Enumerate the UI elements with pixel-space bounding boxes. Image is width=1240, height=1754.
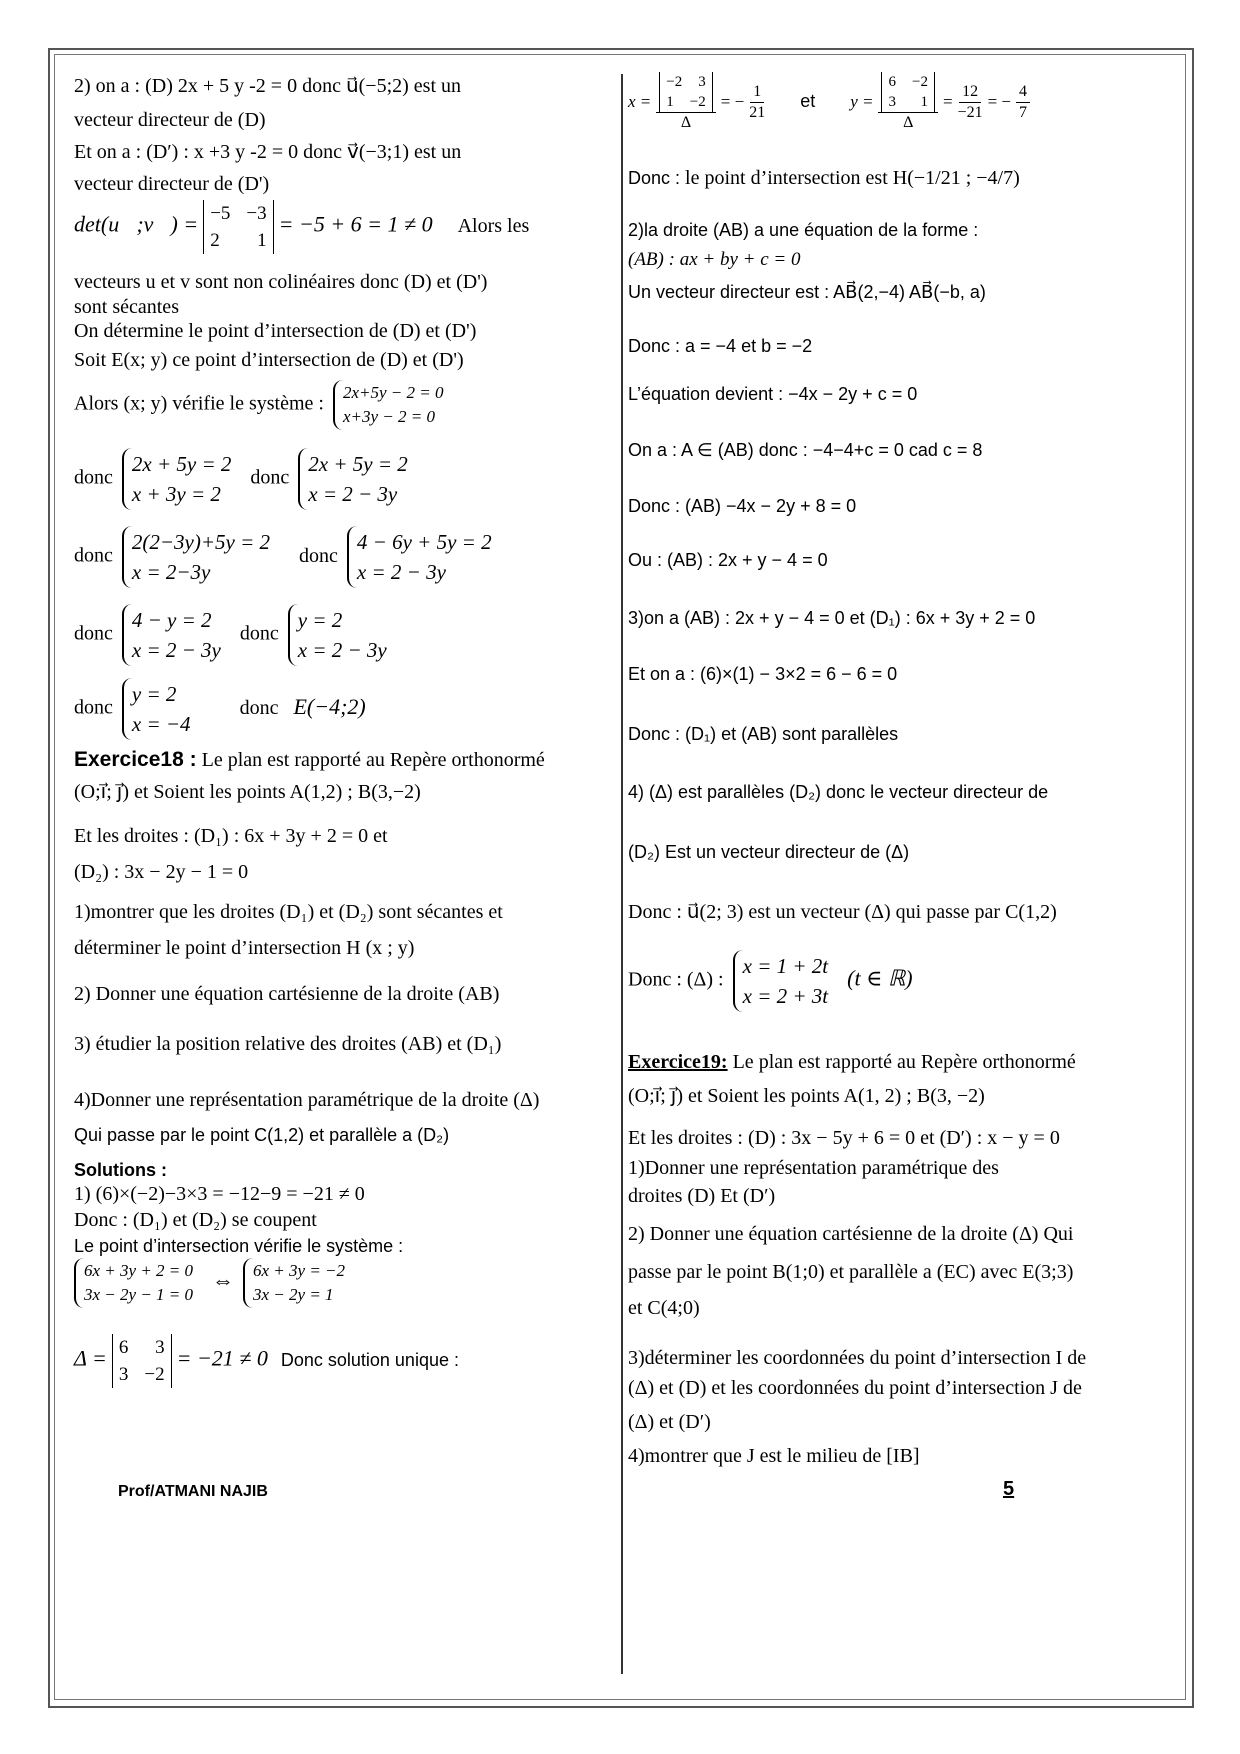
- ex19-question-3a: 3)déterminer les coordonnées du point d’intersection I de: [628, 1347, 1087, 1369]
- ex18-question-1a: 1)montrer que les droites (D₁) et (D₂) sont sécantes et: [74, 901, 503, 923]
- system-row-3: donc 4 − y = 2 x = 2 − 3y donc y = 2 x = 2 − 3y: [74, 604, 401, 666]
- ex19-question-2a: 2) Donner une équation cartésienne de la droite (Δ) Qui: [628, 1223, 1074, 1245]
- exercise-18-title: Exercice18 :: [74, 748, 197, 771]
- solution-line-1: 1) (6)×(−2)−3×3 = −12−9 = −21 ≠ 0: [74, 1183, 365, 1205]
- column-divider: [621, 74, 623, 1674]
- solution-line-2: Donc : (D₁) et (D₂) se coupent: [74, 1209, 317, 1231]
- ex18-question-4a: 4)Donner une représentation paramétrique de la droite (Δ): [74, 1089, 540, 1111]
- ex19-question-2c: et C(4;0): [628, 1297, 700, 1319]
- y-cramer: 6 −2 3 1 Δ: [878, 72, 937, 133]
- system-2a: 2(2−3y)+5y = 2 x = 2−3y: [122, 526, 274, 588]
- q3-relative-position: 3)on a (AB) : 2x + y − 4 = 0 et (D₁) : 6x + 3y + 2 = 0: [628, 608, 1036, 628]
- system-row-2: donc 2(2−3y)+5y = 2 x = 2−3y donc 4 − 6y + 5y = 2 x = 2 − 3y: [74, 526, 506, 588]
- system-1a: 2x + 5y = 2 x + 3y = 2: [122, 448, 235, 510]
- delta-matrix: 6 3 3 −2: [112, 1334, 172, 1388]
- line-dprime-equation: Et on a : (D′) : x +3 y -2 = 0 donc v⃗(−3;1) est un: [74, 141, 462, 163]
- q4-direction: (D₂) Est un vecteur directeur de (Δ): [628, 842, 910, 862]
- ex19-droites: Et les droites : (D) : 3x − 5y + 6 = 0 et (D′) : x − y = 0: [628, 1127, 1060, 1149]
- line-soit-E: Soit E(x; y) ce point d’intersection de (D) et (D'): [74, 349, 464, 371]
- line-d-equation: 2) on a : (D) 2x + 5 y -2 = 0 donc u⃗(−5;2) est un: [74, 75, 462, 97]
- ab-a-b-values: Donc : a = −4 et b = −2: [628, 336, 813, 356]
- exercise-19-title-line: Exercice19: Le plan est rapporté au Repère orthonormé: [628, 1051, 1076, 1073]
- ex18-question-4b: Qui passe par le point C(1,2) et parallèle a (D₂): [74, 1125, 450, 1145]
- ex19-question-2b: passe par le point B(1;0) et parallèle a (EC) avec E(3;3): [628, 1261, 1074, 1283]
- footer-author: Prof/ATMANI NAJIB: [118, 1483, 268, 1500]
- point-E: E(−4;2): [293, 693, 366, 719]
- solution-line-3: Le point d’intersection vérifie le système :: [74, 1236, 404, 1256]
- line-d-direction: vecteur directeur de (D): [74, 109, 266, 131]
- cramer-line: x = −2 3 1 −2 Δ = − $\frac{1}{21}$ et y = 6 −2 3 1 Δ = $\frac{12}{-21}$ = − $\frac{4}{7}$: [628, 72, 1030, 133]
- det-uv-result: = −5 + 6 = 1 ≠ 0: [278, 211, 433, 237]
- q3-conclusion: Donc : (D₁) et (AB) sont parallèles: [628, 724, 899, 744]
- ex19-points: (O;i⃗; j⃗) et Soient les points A(1, 2) ; B(3, −2): [628, 1085, 985, 1107]
- det-uv-label: det(u⃗;v⃗) =: [74, 211, 199, 237]
- system-delta: x = 1 + 2t x = 2 + 3t: [733, 950, 833, 1012]
- ex18-question-3: 3) étudier la position relative des droites (AB) et (D₁): [74, 1033, 502, 1055]
- line-system-intro: Alors (x; y) vérifie le système : 2x+5y − 2 = 0 x+3y − 2 = 0: [74, 380, 457, 430]
- q4-parametric: Donc : (Δ) : x = 1 + 2t x = 2 + 3t (t ∈ ℝ): [628, 950, 913, 1012]
- delta-line: Δ = 6 3 3 −2 = −21 ≠ 0 Donc solution unique :: [74, 1334, 459, 1388]
- ab-equation-2: Ou : (AB) : 2x + y − 4 = 0: [628, 550, 828, 570]
- ex19-question-4: 4)montrer que J est le milieu de [IB]: [628, 1445, 920, 1467]
- system-row-1: donc 2x + 5y = 2 x + 3y = 2 donc 2x + 5y = 2 x = 2 − 3y: [74, 448, 422, 510]
- ex19-question-1b: droites (D) Et (D′): [628, 1185, 776, 1207]
- system-2b: 4 − 6y + 5y = 2 x = 2 − 3y: [347, 526, 496, 588]
- exercise-19-title: Exercice19:: [628, 1051, 728, 1073]
- x-cramer: −2 3 1 −2 Δ: [656, 72, 715, 133]
- system-0: 2x+5y − 2 = 0 x+3y − 2 = 0: [333, 380, 448, 430]
- line-dprime-direction: vecteur directeur de (D'): [74, 173, 270, 195]
- ex18-question-2: 2) Donner une équation cartésienne de la droite (AB): [74, 983, 500, 1005]
- q3-determinant: Et on a : (6)×(1) − 3×2 = 6 − 6 = 0: [628, 664, 898, 684]
- ex18-question-1b: déterminer le point d’intersection H (x ; y): [74, 937, 415, 959]
- ex19-question-3c: (Δ) et (D′): [628, 1411, 711, 1433]
- ab-direction-vector: Un vecteur directeur est : AB⃗(2,−4) AB⃗(−b, a): [628, 282, 986, 302]
- line-non-colinear: vecteurs u et v sont non colinéaires donc (D) et (D'): [74, 271, 488, 293]
- system-row-4: donc y = 2 x = −4 donc E(−4;2): [74, 678, 366, 740]
- line-determine-point: On détermine le point d’intersection de (D) et (D'): [74, 320, 477, 342]
- ex18-droites: Et les droites : (D₁) : 6x + 3y + 2 = 0 et: [74, 825, 388, 847]
- ab-general-equation: (AB) : ax + by + c = 0: [628, 249, 801, 270]
- page-number: 5: [1003, 1478, 1015, 1500]
- point-H-line: Donc : le point d’intersection est H(−1/21 ; −4/7): [628, 167, 1020, 189]
- solutions-title: Solutions :: [74, 1160, 167, 1180]
- ab-form: 2)la droite (AB) a une équation de la forme :: [628, 220, 979, 240]
- ex19-question-3b: (Δ) et (D) et les coordonnées du point d’intersection J de: [628, 1377, 1082, 1399]
- ab-c-value: On a : A ∈ (AB) donc : −4−4+c = 0 cad c = 8: [628, 440, 983, 460]
- exercise-18-title-line: Exercice18 : Le plan est rapporté au Repère orthonormé: [74, 748, 545, 771]
- det-uv-matrix: −5 −3 2 1: [203, 200, 273, 254]
- ex19-question-1a: 1)Donner une représentation paramétrique des: [628, 1157, 999, 1179]
- system-1b: 2x + 5y = 2 x = 2 − 3y: [298, 448, 411, 510]
- system-3a: 4 − y = 2 x = 2 − 3y: [122, 604, 225, 666]
- ex18-d2: (D₂) : 3x − 2y − 1 = 0: [74, 861, 249, 883]
- det-uv-line: [74, 200, 529, 254]
- ex18-points: (O;i⃗; j⃗) et Soient les points A(1,2) ; B(3,−2): [74, 781, 421, 803]
- system-4: y = 2 x = −4: [122, 678, 195, 740]
- q4-parallel: 4) (Δ) est parallèles (D₂) donc le vecteur directeur de: [628, 782, 1049, 802]
- system-3b: y = 2 x = 2 − 3y: [288, 604, 391, 666]
- system-5a: 6x + 3y + 2 = 0 3x − 2y − 1 = 0: [74, 1258, 197, 1308]
- ab-equation-1: Donc : (AB) −4x − 2y + 8 = 0: [628, 496, 857, 516]
- system-5b: 6x + 3y = −2 3x − 2y = 1: [243, 1258, 349, 1308]
- q4-vector-u: Donc : u⃗(2; 3) est un vecteur (Δ) qui passe par C(1,2): [628, 901, 1057, 923]
- solution-system: 6x + 3y + 2 = 0 3x − 2y − 1 = 0 ⇔ 6x + 3y = −2 3x − 2y = 1: [74, 1258, 359, 1308]
- det-uv-tail: Alors les: [457, 214, 530, 237]
- line-secantes: sont sécantes: [74, 296, 179, 318]
- ab-equation-becomes: L’équation devient : −4x − 2y + c = 0: [628, 384, 918, 404]
